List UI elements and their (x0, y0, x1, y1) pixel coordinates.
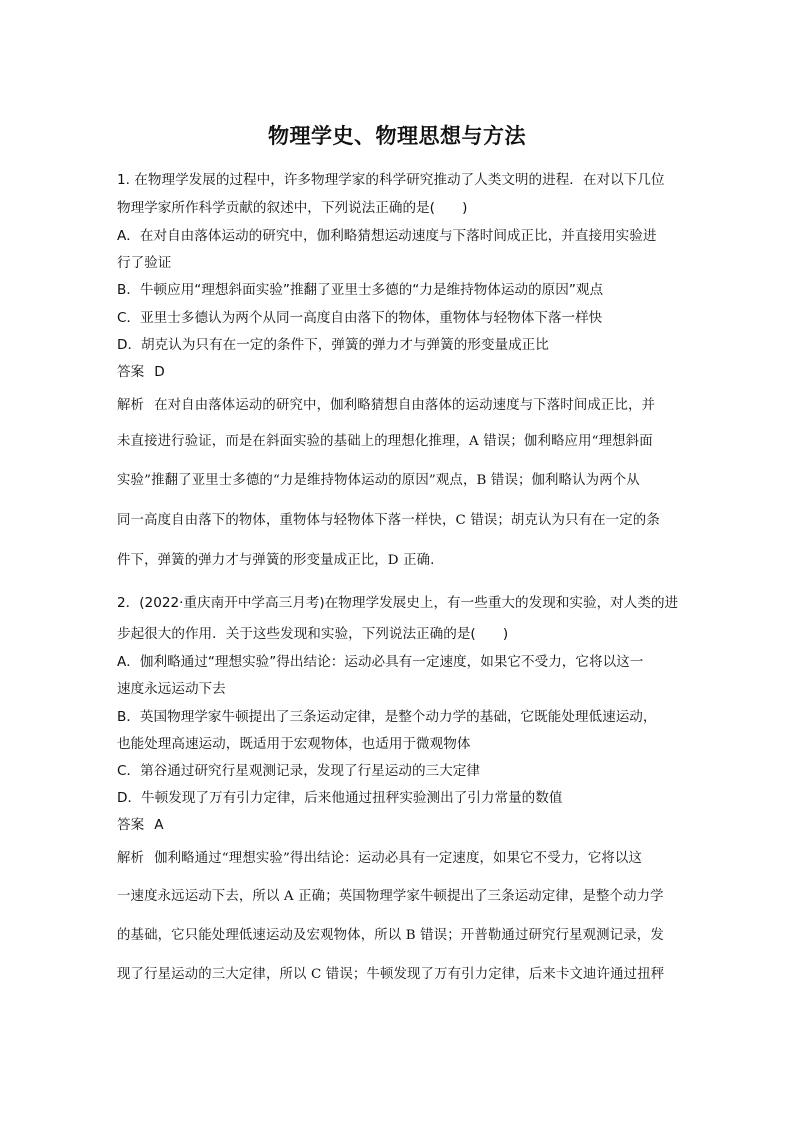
answer-line (117, 815, 164, 835)
analysis-text: 在对自由落体运动的研究中，伽利略猜想自由落体的运动速度与下落时间成正比，并 (154, 398, 656, 413)
question-option-line: D．胡克认为只有在一定的条件下，弹簧的弹力才与弹簧的形变量成正比 (117, 337, 549, 353)
question-option-line: 速度永远运动下去 (117, 681, 226, 697)
answer-line (117, 362, 165, 382)
question-stem-line: 1. 在物理学发展的过程中，许多物理学家的科学研究推动了人类文明的进程．在对以下几位 (117, 172, 665, 188)
analysis-line: 未直接进行验证，而是在斜面实验的基础上的理想化推理，A 错误；伽利略应用“理想斜面 (117, 434, 653, 449)
analysis-line: 件下，弹簧的弹力才与弹簧的形变量成正比，D 正确. (117, 553, 435, 568)
page-title: 物理学史、物理思想与方法 (268, 123, 526, 148)
answer-value: D (154, 364, 165, 380)
question-option-line: 也能处理高速运动，既适用于宏观物体，也适用于微观物体 (117, 736, 471, 752)
analysis-line (117, 396, 655, 416)
question-option-line: B．牛顿应用“理想斜面实验”推翻了亚里士多德的“力是维持物体运动的原因”观点 (117, 282, 604, 298)
question-option-line: A．伽利略通过“理想实验”得出结论：运动必具有一定速度，如果它不受力，它将以这一 (117, 654, 644, 670)
question-option-line: C．亚里士多德认为两个从同一高度自由落下的物体，重物体与轻物体下落一样快 (117, 310, 603, 326)
answer-label: 答案 (117, 364, 145, 380)
question-option-line: A．在对自由落体运动的研究中，伽利略猜想运动速度与下落时间成正比，并直接用实验进 (117, 228, 657, 244)
question-option-line: B．英国物理学家牛顿提出了三条运动定律，是整个动力学的基础，它既能处理低速运动， (117, 709, 657, 725)
answer-label: 答案 (117, 817, 145, 833)
analysis-label: 解析 (117, 851, 145, 866)
question-stem-line: 2．(2022·重庆南开中学高三月考)在物理学发展史上，有一些重大的发现和实验，对人类的进 (117, 595, 679, 611)
analysis-line: 的基础，它只能处理低速运动及宏观物体，所以 B 错误；开普勒通过研究行星观测记录，发 (117, 928, 664, 943)
analysis-line (117, 849, 642, 869)
question-option-line: D．牛顿发现了万有引力定律，后来他通过扭秤实验测出了引力常量的数值 (117, 790, 563, 806)
analysis-line: 同一高度自由落下的物体，重物体与轻物体下落一样快，C 错误；胡克认为只有在一定的条 (117, 513, 660, 528)
question-stem-line: 物理学家所作科学贡献的叙述中，下列说法正确的是( ) (117, 200, 468, 216)
question-option-line: C．第谷通过研究行星观测记录，发现了行星运动的三大定律 (117, 763, 480, 779)
analysis-text: 伽利略通过“理想实验”得出结论：运动必具有一定速度，如果它不受力，它将以这 (154, 851, 643, 866)
analysis-line: 一速度永远运动下去，所以 A 正确；英国物理学家牛顿提出了三条运动定律，是整个动力学 (117, 889, 664, 904)
question-option-line: 行了验证 (117, 255, 172, 271)
answer-value: A (154, 817, 164, 833)
analysis-line: 现了行星运动的三大定律，所以 C 错误；牛顿发现了万有引力定律，后来卡文迪许通过扭秤 (117, 967, 665, 982)
analysis-label: 解析 (117, 398, 145, 413)
question-stem-line: 步起很大的作用．关于这些发现和实验，下列说法正确的是( ) (117, 626, 509, 642)
analysis-line: 实验”推翻了亚里士多德的“力是维持物体运动的原因”观点，B 错误；伽利略认为两个从 (117, 473, 640, 488)
